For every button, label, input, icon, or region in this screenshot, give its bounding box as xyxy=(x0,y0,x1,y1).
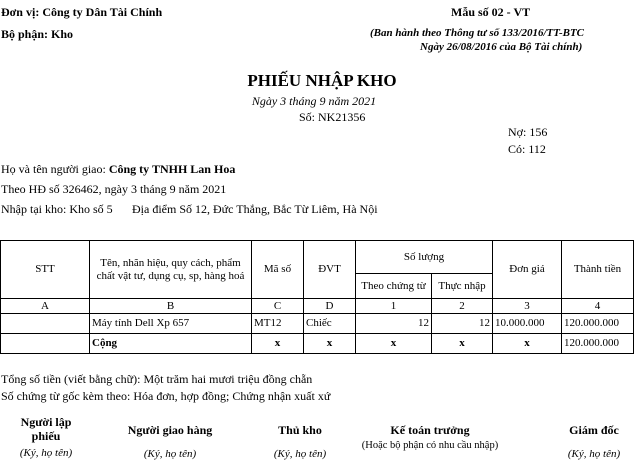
row-price: 10.000.000 xyxy=(493,314,562,334)
header-qty-actual: Thực nhập xyxy=(432,274,493,299)
column-letters-row xyxy=(1,299,634,314)
location-value: Số 12, Đức Thắng, Bắc Từ Liêm, Hà Nội xyxy=(179,202,378,216)
signature-title: Giám đốc xyxy=(569,423,619,437)
row-unit: Chiếc xyxy=(304,314,356,334)
unit-label: Đơn vị: xyxy=(1,5,40,19)
header-code: Mã số xyxy=(252,241,304,299)
total-empty-cell xyxy=(1,334,90,354)
deliverer-label: Họ và tên người giao: xyxy=(1,162,106,176)
signature-title: Người giao hàng xyxy=(127,423,213,437)
dept-value: Kho xyxy=(51,27,74,41)
warehouse-value: Kho số 5 xyxy=(69,202,113,216)
row-qty-doc: 12 xyxy=(356,314,432,334)
row-stt xyxy=(1,314,90,334)
table-row xyxy=(1,314,634,334)
col-letter: 3 xyxy=(493,299,562,314)
issued-line-2: Ngày 26/08/2016 của Bộ Tài chính) xyxy=(420,41,583,53)
total-qty-actual: x xyxy=(432,334,493,354)
dept-line xyxy=(1,28,73,41)
header-quantity: Số lượng xyxy=(356,241,493,274)
col-letter: 2 xyxy=(432,299,493,314)
signature-title: Thủ kho xyxy=(278,423,322,437)
contract-line: Theo HĐ số 326462, ngày 3 tháng 9 năm 2021 xyxy=(1,182,227,196)
warehouse-label: Nhập tại kho: xyxy=(1,202,67,216)
unit-value: Công ty Dân Tài Chính xyxy=(42,5,163,19)
signature-title: Kế toán trưởng xyxy=(390,423,470,437)
dept-label: Bộ phận: xyxy=(1,27,49,41)
total-amount: 120.000.000 xyxy=(562,334,634,354)
credit-account: Có: 112 xyxy=(508,142,546,156)
document-title: PHIẾU NHẬP KHO xyxy=(247,71,397,90)
row-qty-actual: 12 xyxy=(432,314,493,334)
signature-sub: (Ký, họ tên) xyxy=(567,447,621,460)
location-line xyxy=(132,203,378,216)
location-label: Địa điểm xyxy=(132,202,177,216)
signature-sub: (Ký, họ tên) xyxy=(143,447,197,460)
header-amount: Thành tiền xyxy=(562,241,634,299)
issued-line-1: (Ban hành theo Thông tư số 133/2016/TT-BTC xyxy=(370,27,585,39)
header-name: Tên, nhãn hiệu, quy cách, phẩm chất vật tư, dụng cụ, sp, hàng hoá xyxy=(90,241,252,299)
header-unit: ĐVT xyxy=(304,241,356,299)
signature-title: Người lập phiếu xyxy=(20,415,72,443)
row-amount: 120.000.000 xyxy=(562,314,634,334)
form-code: Mẫu số 02 - VT xyxy=(451,5,531,19)
unit-line xyxy=(1,6,162,19)
col-letter: C xyxy=(252,299,304,314)
attachments-line: Số chứng từ gốc kèm theo: Hóa đơn, hợp đồng; Chứng nhận xuất xứ xyxy=(1,389,331,403)
total-code: x xyxy=(252,334,304,354)
row-name: Máy tính Dell Xp 657 xyxy=(90,314,252,334)
signature-sub: (Ký, họ tên) xyxy=(273,447,327,460)
col-letter: D xyxy=(304,299,356,314)
col-letter: 4 xyxy=(562,299,634,314)
col-letter: 1 xyxy=(356,299,432,314)
header-qty-doc: Theo chứng từ xyxy=(356,274,432,299)
signature-block xyxy=(252,424,348,460)
deliverer-line xyxy=(1,163,235,176)
total-unit: x xyxy=(304,334,356,354)
total-label: Cộng xyxy=(90,334,252,354)
header-price: Đơn giá xyxy=(493,241,562,299)
col-letter: B xyxy=(90,299,252,314)
signature-block xyxy=(6,416,86,459)
header-stt: STT xyxy=(1,241,90,299)
warehouse-line xyxy=(1,203,113,216)
total-qty-doc: x xyxy=(356,334,432,354)
total-row xyxy=(1,334,634,354)
signature-block xyxy=(548,424,640,460)
signature-sub: (Ký, họ tên) xyxy=(19,446,73,459)
document-number: Số: NK21356 xyxy=(299,110,366,124)
signature-block xyxy=(357,424,503,451)
goods-table xyxy=(0,240,634,354)
amount-in-words: Tổng số tiền (viết bằng chữ): Một trăm hai mươi triệu đồng chẵn xyxy=(1,372,313,386)
debit-account: Nợ: 156 xyxy=(508,125,548,139)
total-price: x xyxy=(493,334,562,354)
deliverer-value: Công ty TNHH Lan Hoa xyxy=(108,162,236,176)
row-code: MT12 xyxy=(252,314,304,334)
signature-note: (Hoặc bộ phận có nhu cầu nhập) xyxy=(361,439,499,451)
signature-block xyxy=(115,424,225,460)
col-letter: A xyxy=(1,299,90,314)
document-date: Ngày 3 tháng 9 năm 2021 xyxy=(251,94,377,108)
